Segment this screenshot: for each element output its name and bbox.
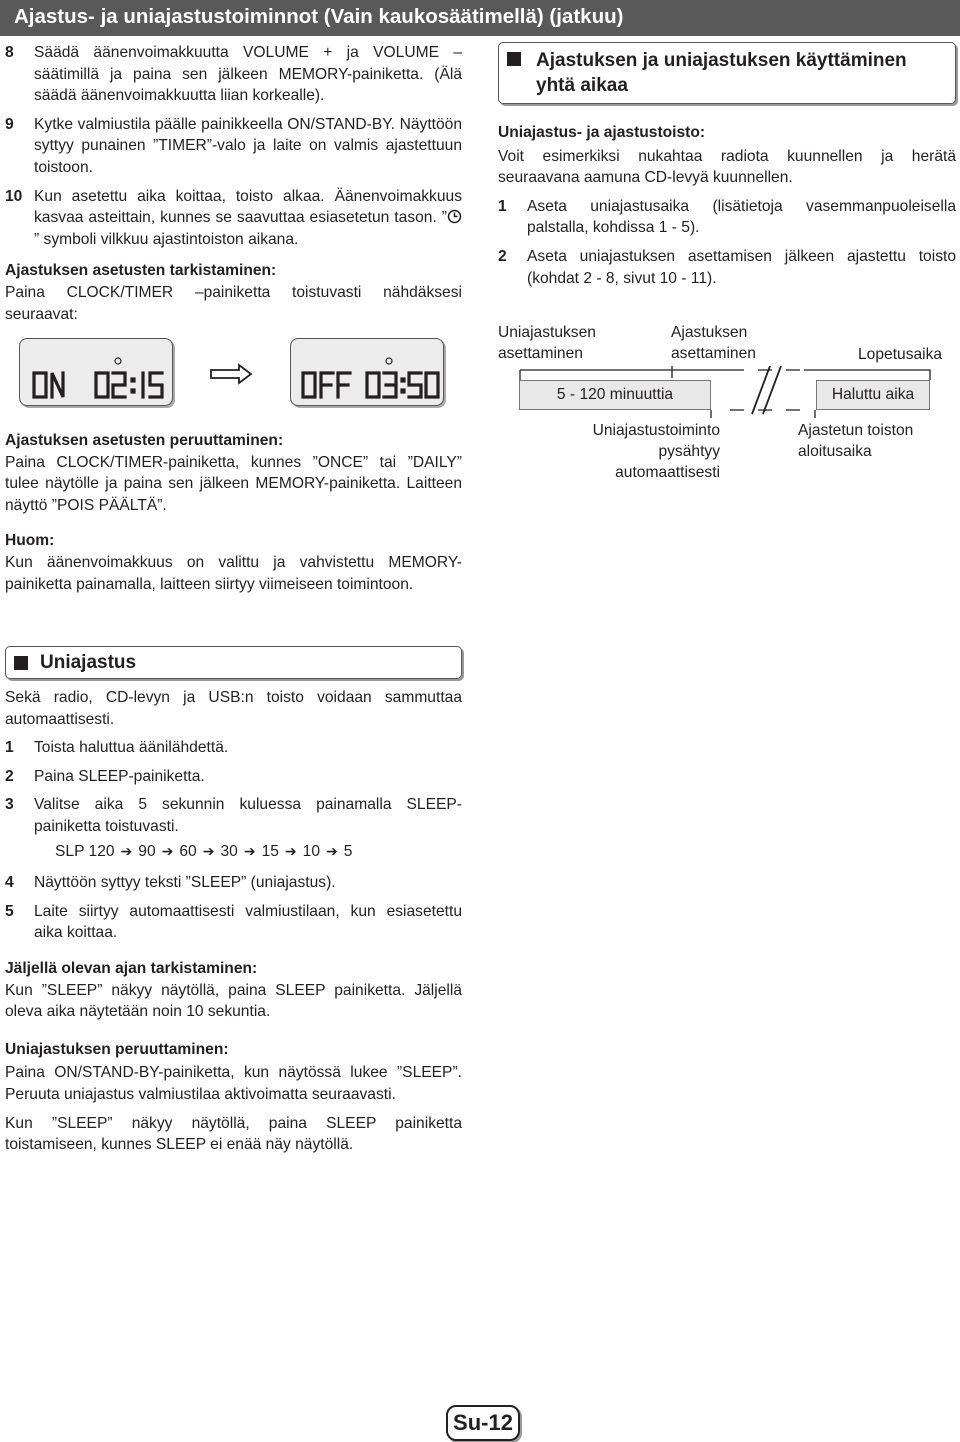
step-text: Aseta uniajastuksen asettamisen jälkeen ajastettu toisto (kohdat 2 - 8, sivut 10 - 11). bbox=[527, 247, 956, 287]
arrow-right-icon: ➔ bbox=[326, 842, 338, 859]
arrow-right-icon: ➔ bbox=[120, 842, 133, 859]
check-heading: Ajastuksen asetusten tarkistaminen: bbox=[5, 262, 277, 280]
label-sleep-stop: Uniajastustoiminto pysähtyy automaattisesti bbox=[592, 422, 720, 481]
arrow-right-icon: ➔ bbox=[161, 842, 174, 859]
seq-value: SLP 120 bbox=[55, 842, 115, 860]
step-number: 5 bbox=[5, 902, 14, 920]
lcd-display-on bbox=[19, 338, 173, 406]
sleep-step-2 bbox=[5, 766, 462, 788]
step-number: 1 bbox=[5, 739, 14, 757]
timer-step-9 bbox=[5, 114, 462, 179]
sleep-step-1 bbox=[5, 737, 462, 759]
seq-value: 5 bbox=[343, 842, 353, 860]
step-text: Valitse aika 5 sekunnin kuluessa painamalla SLEEP-painiketta toistuvasti. bbox=[34, 796, 462, 835]
sleep-timer-title: Uniajastus bbox=[40, 652, 137, 673]
square-bullet-icon bbox=[507, 52, 521, 66]
page-number bbox=[446, 1405, 520, 1441]
note-text: Kun äänenvoimakkuus on valittu ja vahvistettu MEMORY-painiketta painamalla, laitteen siirtyy viimeiseen toimintoon. bbox=[5, 553, 462, 593]
sleep-cancel-heading: Uniajastuksen peruuttaminen: bbox=[5, 1040, 229, 1058]
combined-step-2 bbox=[498, 246, 956, 289]
lcd-segments-on bbox=[20, 339, 174, 407]
step-number: 9 bbox=[5, 115, 14, 133]
lcd-display-off bbox=[290, 338, 444, 406]
step-text: Paina SLEEP-painiketta. bbox=[34, 767, 205, 785]
step-text: Laite siirtyy automaattisesti valmiustilaan, kun esiasetettu aika koittaa. bbox=[34, 902, 462, 942]
step-number: 3 bbox=[5, 796, 14, 814]
step-number: 4 bbox=[5, 874, 14, 892]
step-text: Kytke valmiustila päälle painikkeella ON/STAND-BY. Näyttöön syttyy punainen ”TIMER”-valo ja laite on valmis ajastettuun toistoon. bbox=[34, 115, 462, 176]
combined-intro: Voit esimerkiksi nukahtaa radiota kuunnellen ja herätä seuraavana aamuna CD-levyä kuunnellen. bbox=[498, 147, 956, 187]
combined-title-box bbox=[498, 42, 956, 104]
right-arrow-icon bbox=[209, 362, 253, 386]
seq-value: 30 bbox=[220, 842, 238, 860]
timer-step-10 bbox=[5, 186, 462, 251]
left-column bbox=[5, 42, 462, 325]
combined-title: Ajastuksen ja uniajastuksen käyttäminen yhtä aikaa bbox=[536, 50, 907, 96]
box-desired-time: Haluttu aika bbox=[816, 380, 930, 410]
clock-icon bbox=[447, 209, 462, 224]
sleep-step-5 bbox=[5, 901, 462, 944]
arrow-right-icon: ➔ bbox=[243, 842, 256, 859]
step-number: 10 bbox=[5, 187, 23, 205]
label-timer-set: Ajastuksen asettaminen bbox=[671, 324, 756, 362]
sleep-cancel-text-2: Kun ”SLEEP” näkyy näytöllä, paina SLEEP painiketta toistamiseen, kunnes SLEEP ei enää näy näytöllä. bbox=[5, 1114, 462, 1154]
sleep-sequence bbox=[5, 841, 462, 863]
step-number: 2 bbox=[498, 247, 507, 265]
step-text: Aseta uniajastusaika (lisätietoja vasemmanpuoleisella palstalla, kohdissa 1 - 5). bbox=[527, 197, 956, 237]
label-timer-start: Ajastetun toiston aloitusaika bbox=[798, 422, 914, 460]
arrow-right-icon: ➔ bbox=[202, 842, 215, 859]
page-header bbox=[0, 0, 960, 36]
combined-subheading: Uniajastus- ja ajastustoisto: bbox=[498, 124, 706, 141]
box-sleep-duration: 5 - 120 minuuttia bbox=[519, 380, 711, 410]
step-number: 2 bbox=[5, 767, 14, 785]
step-number: 1 bbox=[498, 197, 507, 215]
sleep-intro: Sekä radio, CD-levyn ja USB:n toisto voidaan sammuttaa automaattisesti. bbox=[5, 689, 462, 728]
step-text-a: Kun asetettu aika koittaa, toisto alkaa. Äänenvoimakkuus kasvaa asteittain, kunnes se saavuttaa esiasetetun tason. ” bbox=[34, 187, 462, 227]
square-bullet-icon bbox=[14, 656, 28, 670]
step-number: 8 bbox=[5, 44, 14, 61]
cancel-heading: Ajastuksen asetusten peruuttaminen: bbox=[5, 432, 284, 449]
sleep-timer-title-box bbox=[5, 646, 462, 679]
sleep-cancel-text-1: Paina ON/STAND-BY-painiketta, kun näytössä lukee ”SLEEP”. Peruuta uniajastus valmiustilaa aktivoimatta seuraavasti. bbox=[5, 1064, 462, 1103]
seq-value: 10 bbox=[302, 842, 321, 860]
step-text: Näyttöön syttyy teksti ”SLEEP” (uniajastus). bbox=[34, 874, 336, 892]
step-text-b: ” symboli vilkkuu ajastintoiston aikana. bbox=[34, 230, 299, 248]
arrow-right-icon: ➔ bbox=[284, 842, 297, 859]
seq-value: 90 bbox=[138, 842, 156, 860]
label-end-time: Lopetusaika bbox=[858, 346, 943, 363]
step-text: Toista haluttua äänilähdettä. bbox=[34, 739, 229, 757]
left-column-lower bbox=[5, 430, 462, 595]
lcd-segments-off bbox=[291, 339, 445, 407]
step-text: Säädä äänenvoimakkuutta VOLUME + ja VOLUME – säätimillä ja paina sen jälkeen MEMORY-painiketta. (Älä säädä äänenvoimakkuutta liian korkealle). bbox=[34, 44, 462, 105]
timer-step-8 bbox=[5, 42, 462, 107]
right-column bbox=[498, 42, 956, 296]
sleep-step-4 bbox=[5, 872, 462, 894]
check-text: Paina CLOCK/TIMER –painiketta toistuvasti nähdäksesi seuraavat: bbox=[5, 283, 462, 323]
remaining-heading: Jäljellä olevan ajan tarkistaminen: bbox=[5, 959, 258, 977]
combined-step-1 bbox=[498, 196, 956, 239]
page-number-text: Su-12 bbox=[453, 1410, 513, 1435]
note-heading: Huom: bbox=[5, 532, 55, 550]
cancel-text: Paina CLOCK/TIMER-painiketta, kunnes ”ONCE” tai ”DAILY” tulee näytölle ja paina sen jälkeen MEMORY-painiketta. Laitteen näyttö ”POIS PÄÄLTÄ”. bbox=[5, 453, 462, 514]
remaining-text: Kun ”SLEEP” näkyy näytöllä, paina SLEEP painiketta. Jäljellä oleva aika näytetään noin 10 sekuntia. bbox=[5, 981, 462, 1021]
seq-value: 15 bbox=[261, 842, 279, 860]
header-title: Ajastus- ja uniajastustoiminnot (Vain kaukosäätimellä) (jatkuu) bbox=[14, 5, 624, 28]
sleep-timer-section bbox=[5, 646, 462, 1156]
sleep-step-3 bbox=[5, 794, 462, 837]
seq-value: 60 bbox=[179, 842, 197, 860]
label-sleep-set: Uniajastuksen asettaminen bbox=[498, 324, 596, 362]
